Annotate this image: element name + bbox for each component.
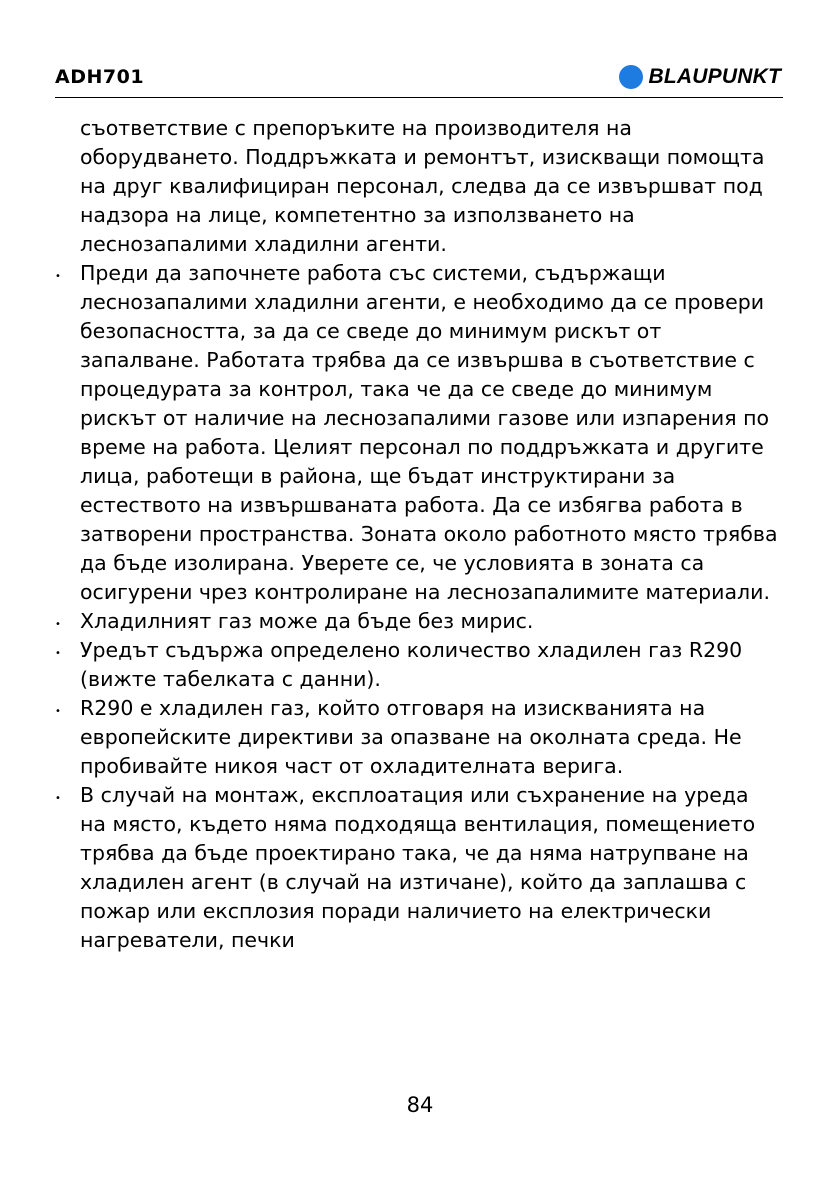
page-number: 84 — [406, 1093, 434, 1117]
brand-logo — [619, 64, 781, 90]
bullet-icon — [55, 694, 65, 726]
body-text — [55, 114, 780, 955]
list-item — [55, 781, 780, 955]
bullet-icon — [55, 636, 65, 668]
page-header — [55, 62, 783, 98]
model-number: ADH701 — [55, 66, 145, 88]
list-item-text: Хладилният газ може да бъде без мирис. — [80, 609, 534, 633]
bullet-icon — [55, 781, 65, 813]
list-item — [55, 636, 780, 694]
brand-dot-icon — [619, 65, 643, 89]
list-item-text: Преди да започнете работа със системи, съдържащи леснозапалими хладилни агенти, е необходимо да се провери безопасността, за да се сведе до минимум рискът от запалване. Работата трябва да се извършва в съответствие с процедурата за контрол, така че да се сведе до минимум рискът от наличие на леснозапалими газове или изпарения по време на работа. Целият персонал по поддръжката и другите лица, работещи в района, ще бъдат инструктирани за естеството на извършваната работа. Да се избягва работа в затворени пространства. Зоната около работното място трябва да бъде изолирана. Уверете се, че условията в зоната са осигурени чрез контролиране на леснозапалимите материали. — [80, 261, 778, 604]
bullet-icon — [55, 259, 65, 291]
continuation-paragraph: съответствие с препоръките на производителя на оборудването. Поддръжката и ремонтът, изискващи помощта на друг квалифициран персонал, следва да се извършват под надзора на лице, компетентно за използването на леснозапалими хладилни агенти. — [80, 116, 765, 256]
list-item — [55, 259, 780, 607]
bullet-icon — [55, 607, 65, 639]
list-item-text: Уредът съдържа определено количество хладилен газ R290 (вижте табелката с данни). — [80, 638, 743, 691]
list-item — [55, 607, 780, 636]
list-item — [55, 694, 780, 781]
list-item-text: В случай на монтаж, експлоатация или съхранение на уреда на място, където няма подходяща вентилация, помещението трябва да бъде проектирано така, че да няма натрупване на хладилен агент (в случай на изтичане), който да заплашва с пожар или експлозия поради наличието на електрически нагреватели, печки — [80, 783, 756, 952]
header-divider — [55, 97, 783, 98]
list-item-text: R290 е хладилен газ, който отговаря на изискванията на европейските директиви за опазване на околната среда. Не пробивайте никоя част от охладителната верига. — [80, 696, 742, 778]
brand-name: BLAUPUNKT — [648, 65, 781, 88]
